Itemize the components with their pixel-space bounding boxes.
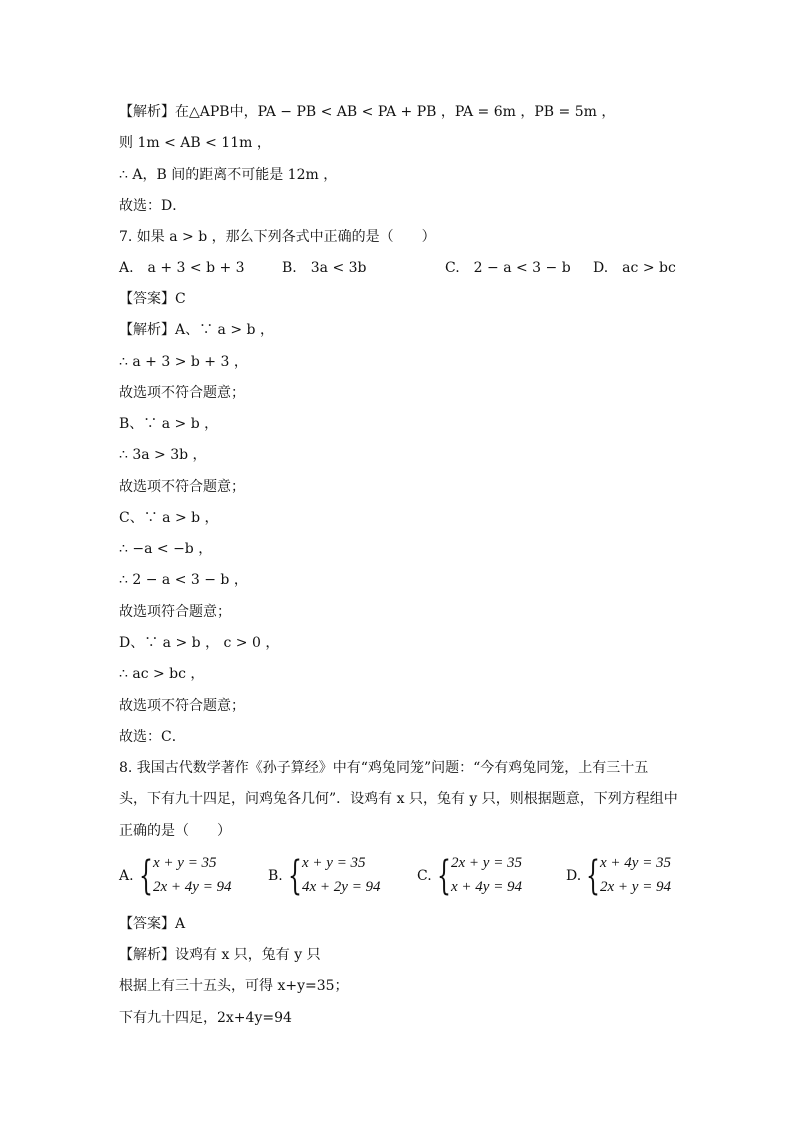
q7-analysis-line-1: 【解析】A、∵ a > b ， xyxy=(119,322,274,338)
q7-analysis-line-8: ∴ −a < −b ， xyxy=(119,541,213,557)
q8-option-a-eq2: 2x + 4y = 94 xyxy=(153,879,232,895)
q8-option-b xyxy=(268,854,398,900)
q8-option-d xyxy=(566,854,696,900)
question-8-stem-3: 正确的是（ ） xyxy=(119,823,231,839)
q8-option-a-label: A. xyxy=(119,868,134,884)
q7-analysis-line-12: ∴ ac > bc ， xyxy=(119,666,205,682)
q7-analysis-line-2: ∴ a + 3 > b + 3 ， xyxy=(119,354,248,370)
q8-option-b-eq2: 4x + 2y = 94 xyxy=(302,879,381,895)
q7-option-d: D. ac > bc xyxy=(593,260,676,276)
q7-analysis-line-7: C、∵ a > b ， xyxy=(119,510,219,526)
question-8-stem-2: 头，下有九十四足，问鸡兔各几何”．设鸡有 x 只，兔有 y 只，则根据题意，下列方程组中 xyxy=(119,791,678,807)
q8-analysis-line-1: 【解析】设鸡有 x 只，兔有 y 只 xyxy=(119,947,321,963)
q8-option-b-eq1: x + y = 35 xyxy=(302,855,366,871)
q7-analysis-line-14: 故选：C． xyxy=(119,729,186,745)
q7-option-c: C. 2 − a < 3 − b xyxy=(445,260,571,276)
q7-option-a: A. a + 3 < b + 3 xyxy=(119,260,245,276)
q7-analysis-line-9: ∴ 2 − a < 3 − b ， xyxy=(119,572,248,588)
q7-analysis-line-13: 故选项不符合题意； xyxy=(119,698,245,714)
q7-analysis-line-5: ∴ 3a > 3b ， xyxy=(119,447,207,463)
brace-icon: { xyxy=(437,853,451,899)
brace-icon: { xyxy=(586,853,600,899)
answer-choice-line: 故选：D． xyxy=(119,198,187,214)
brace-icon: { xyxy=(139,853,153,899)
analysis-line-3: ∴ A，B 间的距离不可能是 12m ， xyxy=(119,167,338,183)
q8-option-d-eq1: x + 4y = 35 xyxy=(600,855,672,871)
q7-analysis-line-6: 故选项不符合题意； xyxy=(119,479,245,495)
analysis-line-1: 【解析】在△APB中，PA − PB < AB < PA + PB ，PA = 6m ，PB = 5m ， xyxy=(119,104,616,120)
q8-option-c-eq1: 2x + y = 35 xyxy=(451,855,523,871)
brace-icon: { xyxy=(288,853,302,899)
question-7-stem: 7. 如果 a > b ，那么下列各式中正确的是（ ） xyxy=(119,229,436,245)
q7-analysis-line-3: 故选项不符合题意； xyxy=(119,385,245,401)
q7-analysis-line-4: B、∵ a > b ， xyxy=(119,416,219,432)
q8-analysis-line-3: 下有九十四足，2x+4y=94 xyxy=(119,1010,292,1026)
q8-option-d-label: D. xyxy=(566,868,582,884)
analysis-line-2: 则 1m < AB < 11m ， xyxy=(119,135,271,151)
q7-answer: 【答案】C xyxy=(119,291,186,307)
q8-analysis-line-2: 根据上有三十五头，可得 x+y=35； xyxy=(119,978,349,994)
q7-analysis-line-10: 故选项符合题意； xyxy=(119,604,231,620)
q8-option-b-label: B. xyxy=(268,868,283,884)
q8-option-d-eq2: 2x + y = 94 xyxy=(600,879,672,895)
question-8-stem-1: 8. 我国古代数学著作《孙子算经》中有“鸡兔同笼”问题：“今有鸡兔同笼，上有三十五 xyxy=(119,760,649,776)
q8-option-c-label: C. xyxy=(417,868,432,884)
q8-answer: 【答案】A xyxy=(119,916,186,932)
q7-analysis-line-11: D、∵ a > b ， c > 0 ， xyxy=(119,635,280,651)
q8-option-c xyxy=(417,854,547,900)
q7-option-b: B. 3a < 3b xyxy=(282,260,367,276)
q8-option-c-eq2: x + 4y = 94 xyxy=(451,879,523,895)
q8-option-a xyxy=(119,854,249,900)
q8-option-a-eq1: x + y = 35 xyxy=(153,855,217,871)
